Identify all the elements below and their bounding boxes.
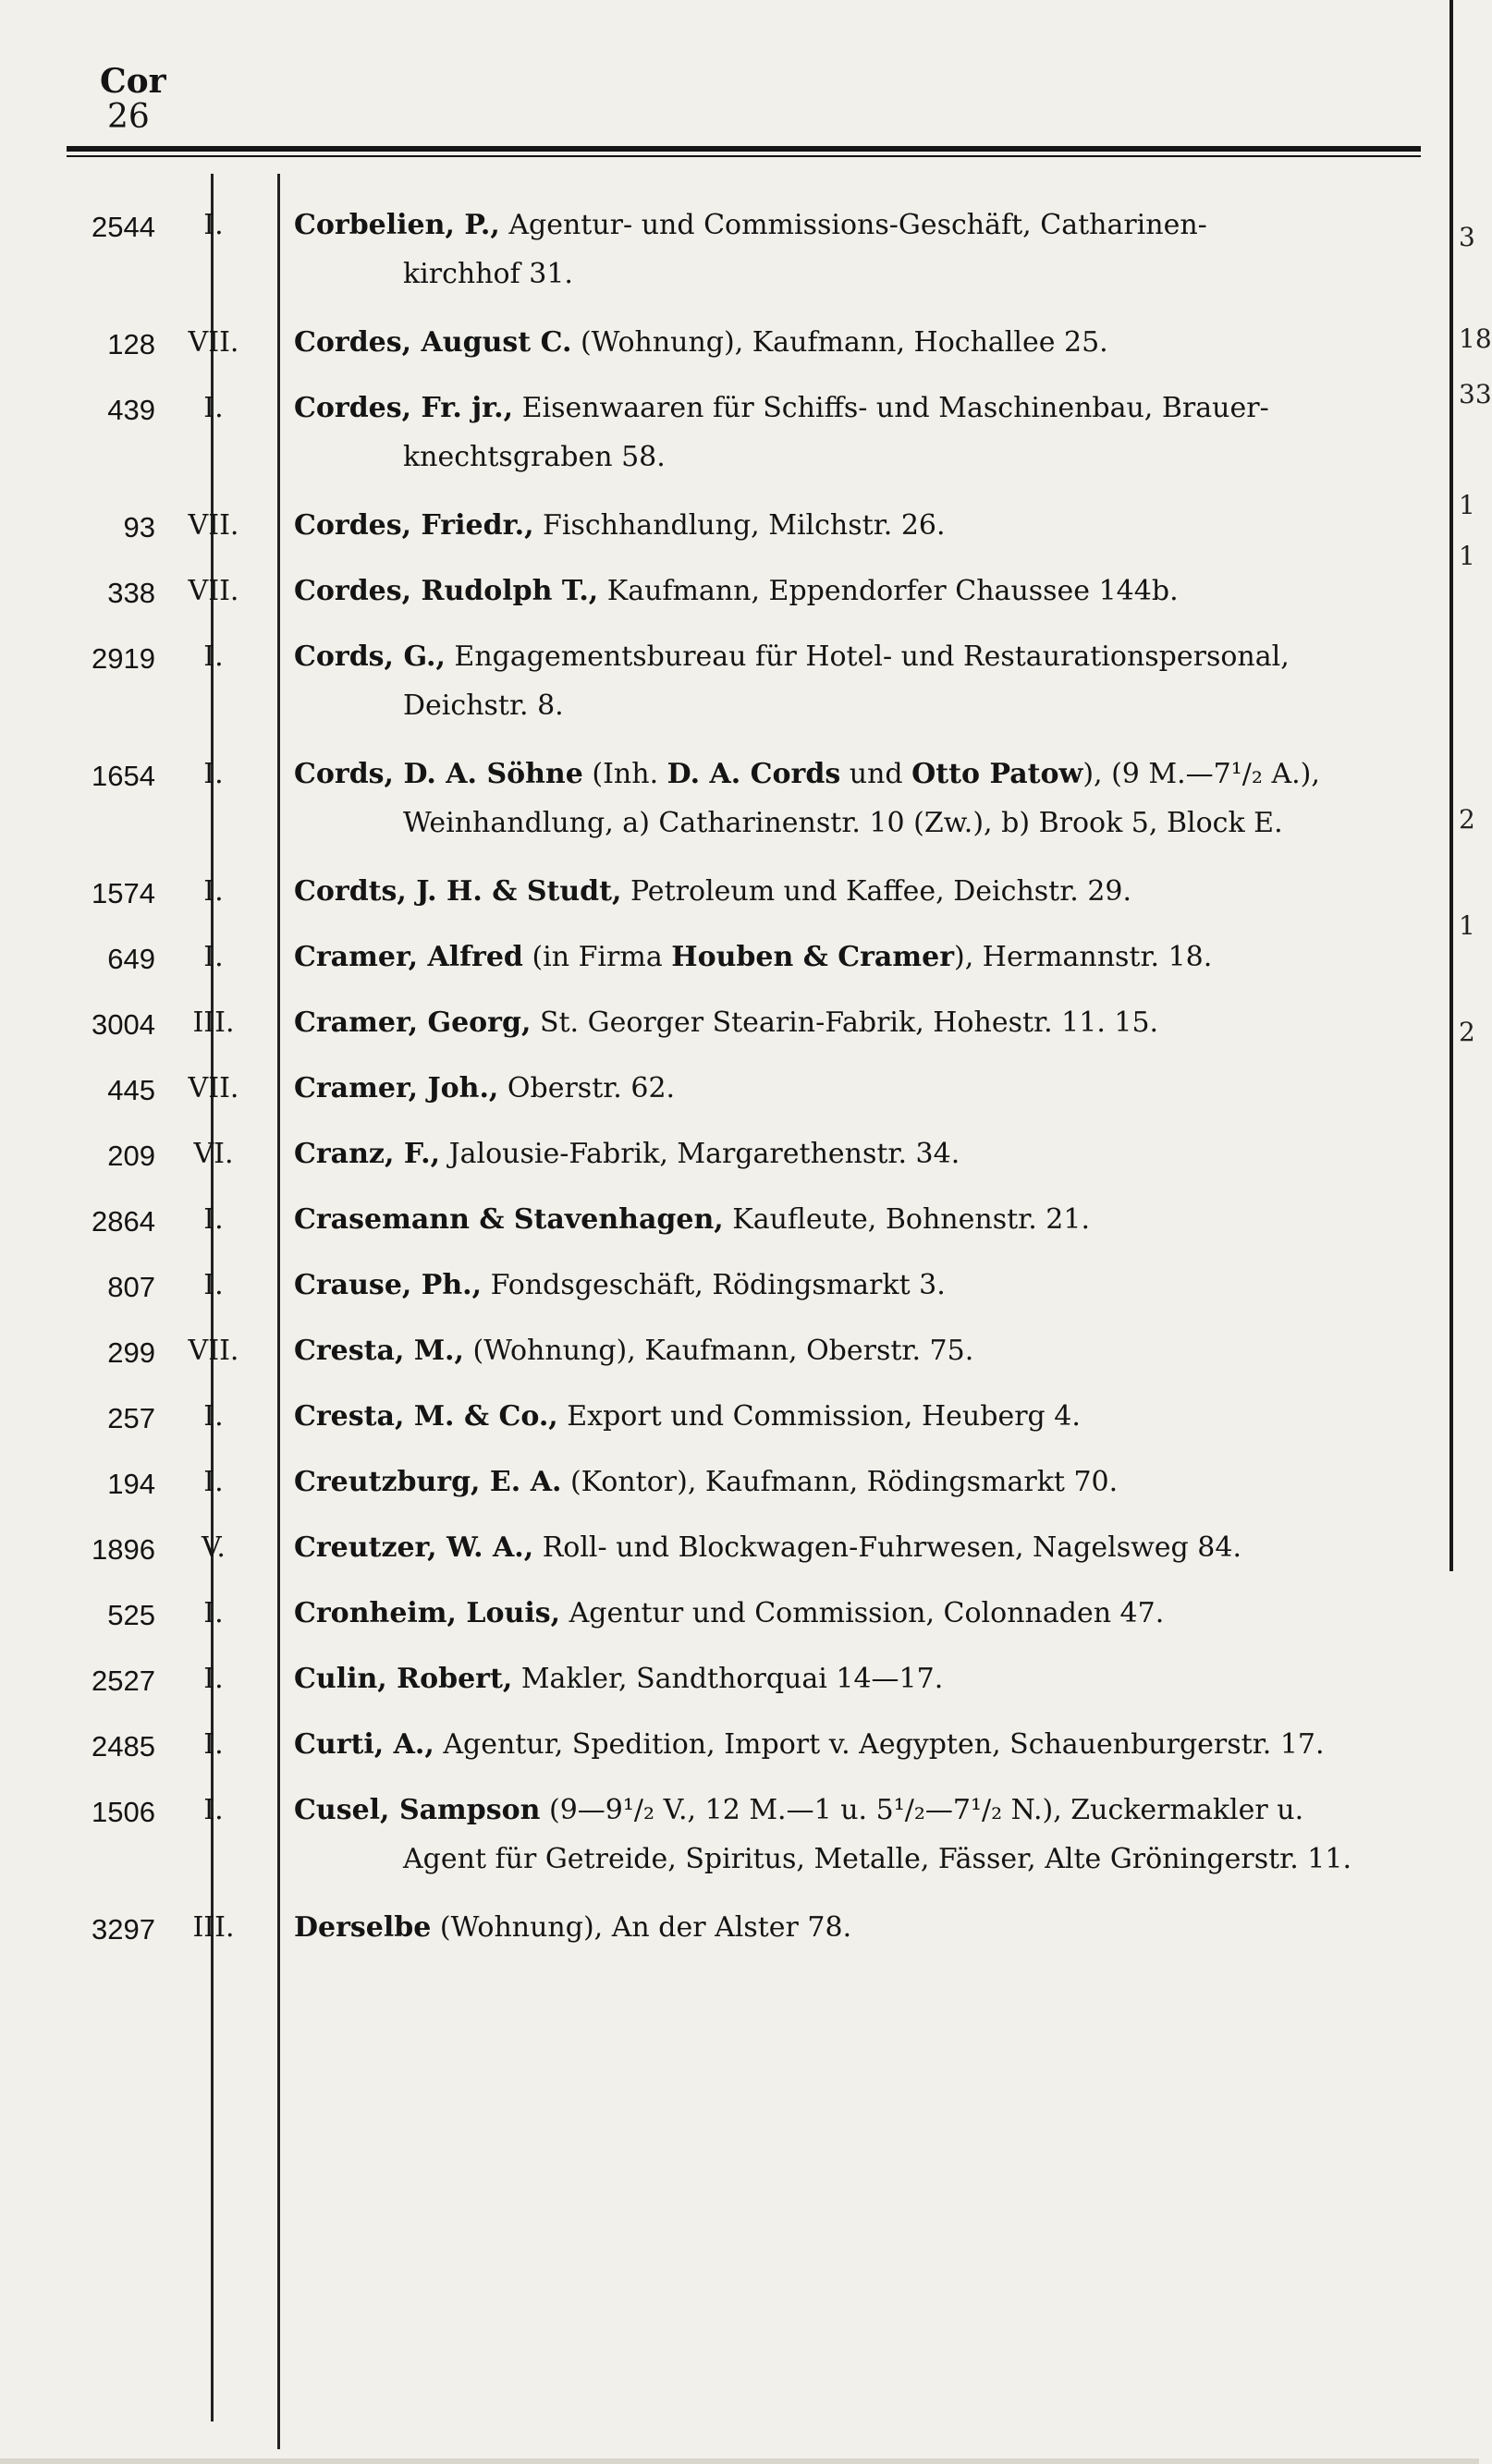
entry-number: 128 [107,328,155,360]
directory-entry [0,388,1479,493]
entry-continuation: Agent für Getreide, Spiritus, Metalle, Fässer, Alte Gröningerstr. 11. [403,1843,1352,1875]
entry-district: III. [192,1006,235,1039]
entry-text [294,1466,1118,1498]
entry-district: I. [203,1597,224,1629]
margin-fragment: 2 [1459,1017,1475,1047]
margin-fragment: 18 [1459,323,1492,354]
entry-number: 1506 [92,1796,155,1828]
margin-fragment: 3 [1459,222,1475,252]
entry-owner-name: Otto Patow [911,758,1083,790]
entry-name: Cresta, M. & Co., [294,1400,558,1433]
entry-name: Cresta, M., [294,1335,464,1367]
entry-number: 194 [107,1468,155,1500]
directory-entry [0,205,1479,310]
entry-text [294,1072,675,1104]
entry-text [294,1269,946,1301]
directory-entry [0,1908,1479,1960]
entry-name: Cordes, Fr. jr., [294,392,514,424]
directory-entry [0,1593,1479,1646]
directory-entry [0,323,1479,375]
entry-number: 525 [107,1599,155,1631]
directory-entry [0,1790,1479,1895]
entry-details: Agentur, Spedition, Import v. Aegypten, Schauenburgerstr. 17. [434,1728,1325,1761]
directory-entry [0,1462,1479,1515]
entry-name: Crasemann & Stavenhagen, [294,1203,724,1236]
entry-text [294,575,1179,607]
directory-entry [0,571,1479,624]
entry-number: 3297 [92,1913,155,1946]
entry-name: Curti, A., [294,1728,434,1761]
entry-text [294,1335,973,1367]
entry-name: Creutzburg, E. A. [294,1466,562,1498]
entry-number: 299 [107,1336,155,1369]
entry-district: V. [202,1531,226,1564]
directory-entry [0,1331,1479,1384]
entry-text [294,1794,1303,1826]
entry-details-mid: und [840,758,912,790]
entry-name: Cusel, Sampson [294,1794,541,1826]
entry-name: Crause, Ph., [294,1269,483,1301]
entry-name: Derselbe [294,1911,432,1944]
entry-name: Creutzer, W. A., [294,1531,534,1564]
entry-details-pre: (Inh. [582,758,667,790]
entry-district: I. [203,392,224,424]
entry-district: I. [203,1269,224,1301]
entry-district: VII. [188,1072,239,1104]
entry-continuation: kirchhof 31. [403,258,573,290]
entry-details: Oberstr. 62. [498,1072,676,1104]
entry-text [294,392,1269,424]
directory-entry [0,872,1479,924]
directory-entry [0,937,1479,990]
entry-details: Fondsgeschäft, Rödingsmarkt 3. [482,1269,946,1301]
entry-district: I. [203,941,224,973]
entry-continuation: Weinhandlung, a) Catharinenstr. 10 (Zw.), b) Brook 5, Block E. [403,807,1283,839]
directory-entry [0,1134,1479,1187]
entry-text [294,875,1131,908]
entry-district: I. [203,1663,224,1695]
directory-entry [0,1659,1479,1712]
entry-name: Cords, G., [294,640,446,673]
entry-details: Agentur- und Commissions-Geschäft, Catharinen- [499,209,1207,241]
entry-name: Cordts, J. H. & Studt, [294,875,622,908]
entry-district: I. [203,875,224,908]
entry-district: VII. [188,575,239,607]
entry-number: 1654 [92,760,155,792]
entry-name: Corbelien, P., [294,209,500,241]
entry-name: Cordes, August C. [294,326,572,359]
entry-details: St. Georger Stearin-Fabrik, Hohestr. 11. 15. [531,1006,1159,1039]
header-rule-thin [67,155,1421,157]
entry-details: Roll- und Blockwagen-Fuhrwesen, Nagelsweg 84. [533,1531,1241,1564]
entry-details-post: ), Hermannstr. 18. [954,941,1213,973]
entry-text [294,1006,1158,1039]
entry-details: Fischhandlung, Milchstr. 26. [533,509,946,542]
entry-district: I. [203,758,224,790]
entry-details: (Kontor), Kaufmann, Rödingsmarkt 70. [561,1466,1119,1498]
entry-number: 209 [107,1140,155,1172]
running-head-letters: Cor [100,62,166,101]
entry-details: (9—9¹/₂ V., 12 M.—1 u. 5¹/₂—7¹/₂ N.), Zuckermakler u. [540,1794,1304,1826]
margin-fragment: 1 [1459,541,1475,571]
entry-firm-name: Houben & Cramer [671,941,955,973]
entry-details: Export und Commission, Heuberg 4. [557,1400,1081,1433]
entry-continuation: knechtsgraben 58. [403,441,666,473]
page-number: 26 [107,97,150,136]
margin-fragment: 1 [1459,490,1475,520]
entry-details: Agentur und Commission, Colonnaden 47. [560,1597,1165,1629]
running-head [100,62,166,136]
margin-fragment: 33 [1459,379,1492,409]
entry-name: Cronheim, Louis, [294,1597,561,1629]
entry-name: Cordes, Rudolph T., [294,575,599,607]
entry-number: 649 [107,943,155,975]
entry-name: Cramer, Joh., [294,1072,499,1104]
entry-number: 2919 [92,642,155,675]
entry-district: I. [203,1203,224,1236]
entry-name: Cords, D. A. Söhne [294,758,583,790]
entry-text [294,326,1108,359]
entry-continuation: Deichstr. 8. [403,689,564,722]
entry-details: (Wohnung), Kaufmann, Oberstr. 75. [463,1335,974,1367]
directory-entry [0,1068,1479,1121]
entry-number: 257 [107,1402,155,1434]
entry-number: 1896 [92,1533,155,1566]
entry-name: Culin, Robert, [294,1663,513,1695]
entry-text [294,1531,1241,1564]
entry-text [294,758,1320,790]
entry-text [294,640,1290,673]
entry-number: 2485 [92,1730,155,1763]
entry-text [294,1138,960,1170]
entry-district: I. [203,640,224,673]
directory-entry [0,1200,1479,1252]
entry-district: VII. [188,1335,239,1367]
entry-district: I. [203,209,224,241]
entry-district: VII. [188,509,239,542]
entry-district: I. [203,1794,224,1826]
entry-details: Petroleum und Kaffee, Deichstr. 29. [621,875,1132,908]
entry-district: I. [203,1728,224,1761]
entry-name: Cramer, Alfred [294,941,523,973]
entry-text [294,1728,1325,1761]
directory-entry [0,1003,1479,1055]
entry-number: 2544 [92,211,155,243]
entry-details: (Wohnung), An der Alster 78. [431,1911,852,1944]
directory-entry [0,1265,1479,1318]
entry-details-pre: (in Firma [522,941,672,973]
entry-name: Cranz, F., [294,1138,441,1170]
entry-text [294,1597,1164,1629]
entry-text [294,1203,1090,1236]
entry-number: 807 [107,1271,155,1303]
entry-number: 93 [123,511,155,543]
entry-district: III. [192,1911,235,1944]
entry-details-post: ), (9 M.—7¹/₂ A.), [1082,758,1320,790]
entry-details: (Wohnung), Kaufmann, Hochallee 25. [571,326,1108,359]
entry-name: Cramer, Georg, [294,1006,532,1039]
entry-number: 2864 [92,1205,155,1238]
entry-text [294,1911,851,1944]
entry-details: Engagementsbureau für Hotel- und Restaurationspersonal, [445,640,1290,673]
page-edge-bottom [0,2458,1479,2464]
header-rule-thick [67,146,1421,152]
entry-text [294,509,946,542]
directory-entry [0,1725,1479,1777]
entry-details: Jalousie-Fabrik, Margarethenstr. 34. [440,1138,960,1170]
entry-details: Kaufleute, Bohnenstr. 21. [723,1203,1090,1236]
directory-entry [0,637,1479,741]
entry-district: I. [203,1466,224,1498]
directory-entries [0,205,1479,1973]
entry-text [294,941,1212,973]
entry-number: 445 [107,1074,155,1106]
entry-details: Eisenwaaren für Schiffs- und Maschinenbau, Brauer- [513,392,1269,424]
entry-text [294,1663,943,1695]
directory-entry [0,1528,1479,1580]
directory-entry [0,506,1479,558]
entry-owner-name: D. A. Cords [667,758,841,790]
directory-entry [0,1397,1479,1449]
entry-details: Kaufmann, Eppendorfer Chaussee 144b. [598,575,1179,607]
entry-number: 338 [107,577,155,609]
entry-district: VI. [193,1138,234,1170]
margin-fragment: 1 [1459,910,1475,941]
entry-number: 1574 [92,877,155,909]
entry-district: I. [203,1400,224,1433]
entry-number: 439 [107,394,155,426]
directory-entry [0,754,1479,859]
entry-name: Cordes, Friedr., [294,509,534,542]
entry-number: 2527 [92,1665,155,1697]
margin-fragment: 2 [1459,804,1475,835]
entry-text [294,209,1207,241]
entry-text [294,1400,1081,1433]
entry-details: Makler, Sandthorquai 14—17. [512,1663,944,1695]
entry-number: 3004 [92,1008,155,1041]
entry-district: VII. [188,326,239,359]
